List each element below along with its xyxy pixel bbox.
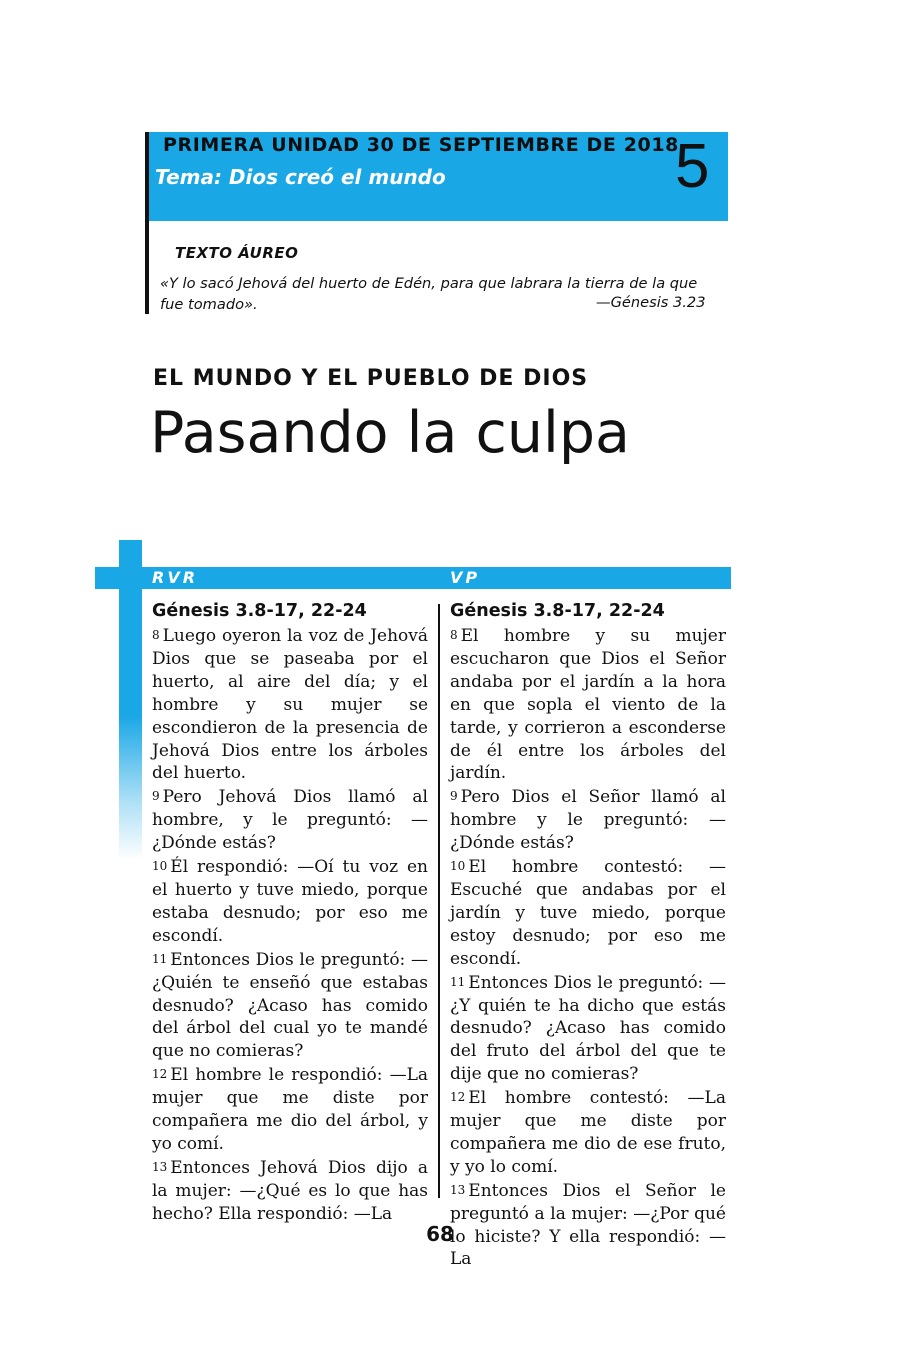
verse-text: Entonces Dios le preguntó: —¿Y quién te ha dicho que estás desnudo? ¿Acaso has comido del fruto del árbol del que te dije que no comieras? bbox=[450, 972, 726, 1085]
texto-aureo-text: «Y lo sacó Jehová del huerto de Edén, para que labrara la tierra de la que fue tomado». bbox=[160, 275, 698, 313]
verse-text: Luego oyeron la voz de Jehová Dios que se paseaba por el huerto, al aire del día; y el hombre y su mujer se escondieron de la presencia de Jehová Dios entre los árboles del huerto. bbox=[152, 626, 428, 784]
vp-verses bbox=[450, 624, 726, 1271]
verse-text: Pero Jehová Dios llamó al hombre, y le preguntó: —¿Dónde estás? bbox=[152, 787, 428, 854]
verse-text: Pero Dios el Señor llamó al hombre y le preguntó: —¿Dónde estás? bbox=[450, 787, 726, 854]
rvr-verse bbox=[152, 785, 428, 855]
column-divider bbox=[438, 604, 440, 1198]
lesson-number: 5 bbox=[675, 132, 710, 201]
version-label-right: VP bbox=[450, 568, 481, 587]
section-title: EL MUNDO Y EL PUEBLO DE DIOS bbox=[153, 366, 589, 391]
vp-verse bbox=[450, 1086, 726, 1179]
lesson-title: Pasando la culpa bbox=[150, 400, 630, 466]
verse-text: Entonces Jehová Dios dijo a la mujer: —¿Qué es lo que has hecho? Ella respondió: —La bbox=[152, 1157, 428, 1224]
vp-reference: Génesis 3.8-17, 22-24 bbox=[450, 601, 665, 621]
verse-number: 10 bbox=[152, 859, 168, 874]
verse-number: 11 bbox=[152, 951, 168, 966]
header-rule bbox=[145, 132, 149, 314]
verse-number: 8 bbox=[152, 628, 160, 642]
unit-date: PRIMERA UNIDAD 30 DE SEPTIEMBRE DE 2018 bbox=[163, 134, 679, 156]
rvr-verses bbox=[152, 624, 428, 1226]
verse-number: 8 bbox=[450, 628, 458, 642]
rvr-column bbox=[152, 598, 428, 1226]
verse-text: El hombre contestó: —La mujer que me diste por compañera me dio de ese fruto, y yo lo comí. bbox=[450, 1088, 726, 1177]
verse-number: 10 bbox=[450, 859, 466, 874]
verse-number: 12 bbox=[152, 1067, 168, 1082]
rvr-verse bbox=[152, 855, 428, 948]
verse-text: Entonces Dios el Señor le preguntó a la mujer: —¿Por qué lo hiciste? Y ella respondió: —La bbox=[450, 1180, 726, 1270]
vp-verse bbox=[450, 855, 726, 971]
rvr-verse bbox=[152, 948, 428, 1064]
rvr-verse bbox=[152, 1063, 428, 1156]
verse-number: 9 bbox=[450, 789, 458, 804]
verse-number: 11 bbox=[450, 974, 466, 989]
vp-verse bbox=[450, 971, 726, 1087]
page-number: 68 bbox=[426, 1222, 454, 1246]
rvr-reference: Génesis 3.8-17, 22-24 bbox=[152, 601, 367, 621]
verse-text: El hombre le respondió: —La mujer que me diste por compañera me dio del árbol, y yo comí. bbox=[152, 1065, 428, 1154]
rvr-verse bbox=[152, 624, 428, 785]
rvr-verse bbox=[152, 1156, 428, 1226]
vp-verse bbox=[450, 785, 726, 855]
verse-number: 9 bbox=[152, 789, 160, 804]
tema-title: Tema: Dios creó el mundo bbox=[155, 165, 446, 189]
verse-number: 13 bbox=[152, 1159, 168, 1174]
version-label-left: RVR bbox=[152, 568, 199, 587]
vp-column bbox=[450, 598, 726, 1271]
verse-number: 13 bbox=[450, 1182, 466, 1197]
texto-aureo-reference: —Génesis 3.23 bbox=[596, 294, 706, 311]
verse-text: El hombre contestó: —Escuché que andabas por el jardín y tuve miedo, porque estoy desnudo; por eso me escondí. bbox=[450, 857, 726, 969]
verse-text: Entonces Dios le preguntó: —¿Quién te enseñó que estabas desnudo? ¿Acaso has comido del árbol del cual yo te mandé que no comieras? bbox=[152, 949, 428, 1062]
texto-aureo-label: TEXTO ÁUREO bbox=[175, 244, 299, 262]
vp-verse bbox=[450, 624, 726, 785]
verse-text: El hombre y su mujer escucharon que Dios el Señor andaba por el jardín a la hora en que sopla el viento de la tarde, y corrieron a esconderse de él entre los árboles del jardín. bbox=[450, 626, 726, 784]
verse-text: Él respondió: —Oí tu voz en el huerto y tuve miedo, porque estaba desnudo; por eso me escondí. bbox=[152, 857, 428, 946]
verse-number: 12 bbox=[450, 1090, 466, 1105]
